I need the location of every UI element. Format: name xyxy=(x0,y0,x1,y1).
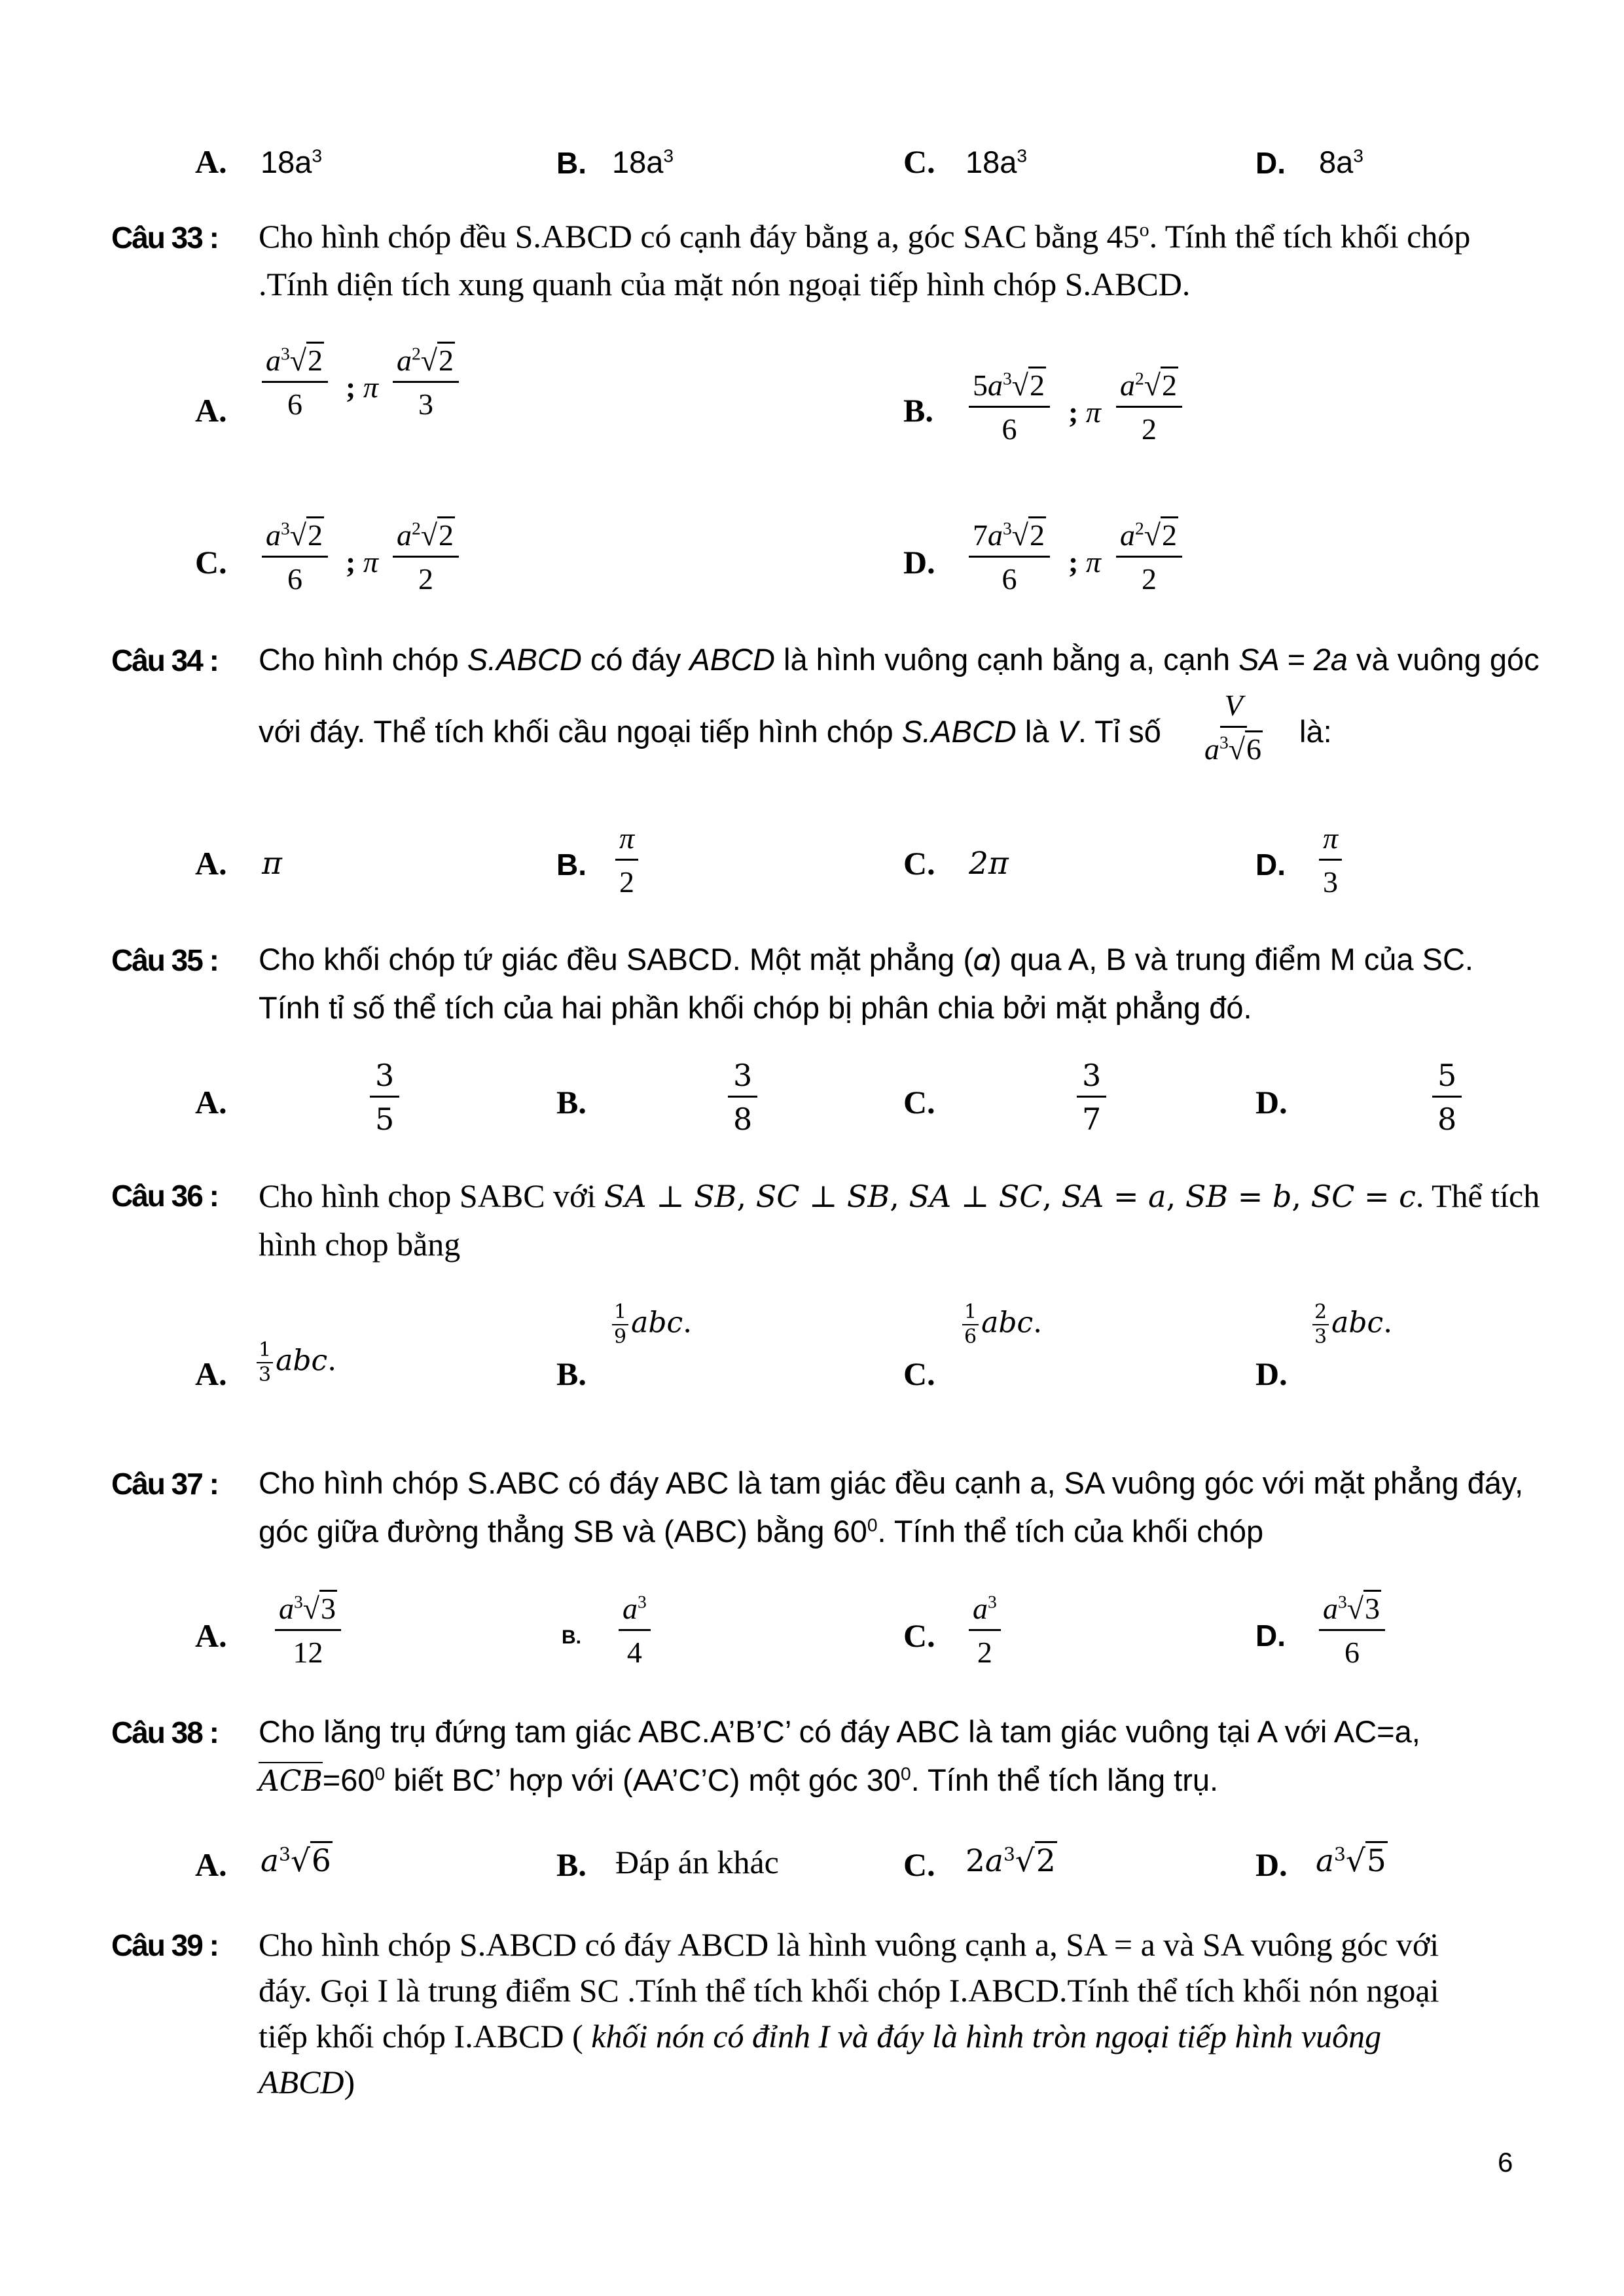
q34-ratio: $\frac{V}{a^3√6}$ xyxy=(1204,689,1262,766)
q32-option-a-label: A. xyxy=(195,143,227,180)
q36-option-b-value: $\frac{1}{9}$ 𝑎𝑏𝑐. xyxy=(612,1302,692,1347)
q33-text-line2: .Tính diện tích xung quanh của mặt nón ngoại tiếp hình chóp S.ABCD. xyxy=(259,266,1191,302)
q33-option-b-volume: $\frac{5a^3√2}{6}$ xyxy=(969,370,1050,444)
q32-option-b-value: $18a^3$ xyxy=(612,145,674,179)
q36-option-c-label: C. xyxy=(903,1355,935,1392)
q32-option-d-label: D. xyxy=(1255,146,1286,180)
q38-option-a-value: 𝑎$^3$√6 xyxy=(261,1843,333,1879)
q36-option-a-label: A. xyxy=(195,1355,227,1392)
q33-option-a-area: $\frac{a^2√2}{3}$ xyxy=(393,346,459,420)
q35-option-c-value: 3 7 xyxy=(1077,1060,1106,1134)
q38-option-d-label: D. xyxy=(1255,1846,1288,1883)
q36-text-line2: hình chop bằng xyxy=(259,1226,461,1263)
q33-option-d-area: $\frac{a^2√2}{2}$ xyxy=(1116,520,1182,594)
q34-option-a-value: π xyxy=(262,846,282,882)
q36-label: Câu 36 : xyxy=(111,1179,218,1213)
q34-option-c-label: C. xyxy=(903,845,935,882)
q39-text-line1: Cho hình chóp S.ABCD có đáy ABCD là hình vuông cạnh a, SA = a và SA vuông góc với xyxy=(259,1926,1439,1963)
q36-option-d-value: $\frac{2}{3}$ 𝑎𝑏𝑐. xyxy=(1312,1302,1392,1347)
q35-option-a-value: 3 5 xyxy=(370,1060,399,1134)
q35-label: Câu 35 : xyxy=(111,943,218,977)
q38-angle-acb: 𝐴𝐶𝐵 xyxy=(259,1762,323,1798)
q34-text-line1: Cho hình chóp S.ABCD có đáy ABCD là hình vuông cạnh bằng a, cạnh SA = 2a và vuông góc xyxy=(259,642,1540,677)
q34-option-b-value: $\frac{\pi}{2}$ xyxy=(615,823,638,897)
q33-option-c-sep: ; π xyxy=(346,545,378,579)
q33-option-d-label: D. xyxy=(903,544,935,581)
q34-text-line2: với đáy. Thể tích khối cầu ngoại tiếp hình chóp S.ABCD là V. Tỉ số xyxy=(259,714,1161,749)
q34-text-la: là: xyxy=(1299,714,1332,749)
q37-text-line2: góc giữa đường thẳng SB và (ABC) bằng $60^0$. Tính thể tích của khối chóp xyxy=(259,1514,1264,1549)
q37-option-c-value: $\frac{a^3}{2}$ xyxy=(969,1594,1001,1668)
q34-option-d-value: $\frac{\pi}{3}$ xyxy=(1319,823,1342,897)
q33-option-b-sep: ; π xyxy=(1068,395,1101,429)
q33-option-a-label: A. xyxy=(195,392,227,429)
q38-option-b-label: B. xyxy=(556,1846,586,1883)
q38-option-b-value: Đáp án khác xyxy=(615,1844,779,1880)
q33-option-c-area: $\frac{a^2√2}{2}$ xyxy=(393,520,459,594)
q33-option-d-sep: ; π xyxy=(1068,545,1101,579)
q39-text-line3: tiếp khối chóp I.ABCD ( khối nón có đỉnh I và đáy là hình tròn ngoại tiếp hình vuông xyxy=(259,2018,1382,2054)
q34-option-b-label: B. xyxy=(556,848,586,882)
q35-text-line2: Tính tỉ số thể tích của hai phần khối chóp bị phân chia bởi mặt phẳng đó. xyxy=(259,990,1252,1025)
q38-text-line2: $𝐴𝐶𝐵=60^0$ biết BC’ hợp với (AA’C’C) một góc $30^0$. Tính thể tích lăng trụ. xyxy=(259,1763,1219,1798)
q36-option-a-value: $\frac{1}{3}$ 𝑎𝑏𝑐. xyxy=(257,1340,336,1385)
q37-label: Câu 37 : xyxy=(111,1467,218,1501)
q38-option-c-value: 2𝑎$^3$√2 xyxy=(965,1843,1057,1879)
q33-text-line1: Cho hình chóp đều S.ABCD có cạnh đáy bằng a, góc SAC bằng 45$^o$. Tính thể tích khối chóp xyxy=(259,218,1471,255)
q37-option-b-value: $\frac{a^3}{4}$ xyxy=(619,1594,651,1668)
q34-option-c-value: 2π xyxy=(969,846,1009,882)
q32-option-d-value: $8a^3$ xyxy=(1319,145,1363,179)
q39-text-line4: ABCD) xyxy=(259,2064,355,2100)
q38-label: Câu 38 : xyxy=(111,1715,218,1749)
q33-option-a-volume: $\frac{a^3√2}{6}$ xyxy=(262,346,328,420)
q35-option-b-value: 3 8 xyxy=(728,1060,757,1134)
q37-option-d-value: $\frac{a^3√3}{6}$ xyxy=(1319,1594,1385,1668)
q35-text-line1: Cho khối chóp tứ giác đều SABCD. Một mặt phẳng (𝛼) qua A, B và trung điểm M của SC. xyxy=(259,942,1473,977)
q36-option-d-label: D. xyxy=(1255,1355,1288,1392)
q37-option-b-label: B. xyxy=(562,1626,581,1648)
q33-option-c-label: C. xyxy=(195,544,227,581)
q33-option-c-volume: $\frac{a^3√2}{6}$ xyxy=(262,520,328,594)
page-number: 6 xyxy=(1498,2147,1513,2178)
q32-option-c-value: $18a^3$ xyxy=(965,145,1028,179)
q37-option-d-label: D. xyxy=(1255,1619,1286,1653)
q39-label: Câu 39 : xyxy=(111,1928,218,1962)
q36-option-b-label: B. xyxy=(556,1355,586,1392)
q33-option-a-sep: ; π xyxy=(346,370,378,404)
q39-text-line2: đáy. Gọi I là trung điểm SC .Tính thể tích khối chóp I.ABCD.Tính thể tích khối nón ngoại xyxy=(259,1972,1439,2009)
q35-option-d-label: D. xyxy=(1255,1084,1288,1121)
q32-option-a-value: $18a^3$ xyxy=(261,145,323,179)
q34-option-d-label: D. xyxy=(1255,848,1286,882)
q32-option-c-label: C. xyxy=(903,143,935,180)
q38-option-d-value: 𝑎$^3$√5 xyxy=(1316,1843,1388,1879)
q38-option-a-label: A. xyxy=(195,1846,227,1883)
q34-option-a-label: A. xyxy=(195,845,227,882)
q37-text-line1: Cho hình chóp S.ABC có đáy ABC là tam giác đều cạnh a, SA vuông góc với mặt phẳng đáy, xyxy=(259,1465,1524,1500)
q33-label: Câu 33 : xyxy=(111,221,218,255)
q35-option-a-label: A. xyxy=(195,1084,227,1121)
q37-option-a-value: $\frac{a^3√3}{12}$ xyxy=(275,1594,341,1668)
q35-option-c-label: C. xyxy=(903,1084,935,1121)
q36-text-line1: Cho hình chop SABC với 𝑆𝐴 ⊥ 𝑆𝐵, 𝑆𝐶 ⊥ 𝑆𝐵, 𝑆𝐴 ⊥ 𝑆𝐶, 𝑆𝐴 = 𝑎, 𝑆𝐵 = 𝑏, 𝑆𝐶 = 𝑐. Thể tích xyxy=(259,1177,1540,1214)
q38-text-line1: Cho lăng trụ đứng tam giác ABC.A’B’C’ có đáy ABC là tam giác vuông tại A với AC=a, xyxy=(259,1714,1420,1749)
q35-option-b-label: B. xyxy=(556,1084,586,1121)
q33-option-b-label: B. xyxy=(903,392,933,429)
q35-option-d-value: 5 8 xyxy=(1432,1060,1462,1134)
q34-label: Câu 34 : xyxy=(111,643,218,677)
q33-option-b-area: $\frac{a^2√2}{2}$ xyxy=(1116,370,1182,444)
q37-option-a-label: A. xyxy=(195,1617,227,1654)
q37-option-c-label: C. xyxy=(903,1617,935,1654)
q32-option-b-label: B. xyxy=(556,146,586,180)
q36-option-c-value: $\frac{1}{6}$ 𝑎𝑏𝑐. xyxy=(962,1302,1042,1347)
q33-option-d-volume: $\frac{7a^3√2}{6}$ xyxy=(969,520,1050,594)
q38-option-c-label: C. xyxy=(903,1846,935,1883)
